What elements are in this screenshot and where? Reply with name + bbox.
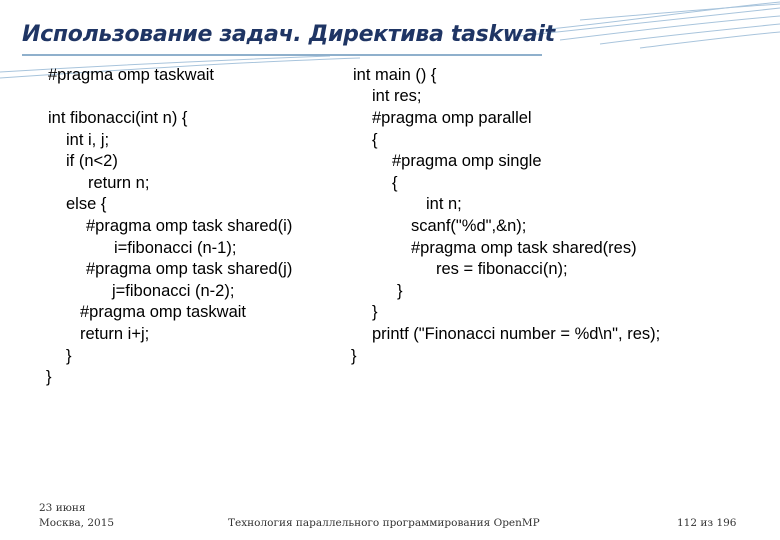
code-line: printf ("Finonacci number = %d\n", res); <box>372 325 661 343</box>
code-line: #pragma omp task shared(j) <box>86 260 293 278</box>
code-line: return n; <box>88 174 150 192</box>
code-line: #pragma omp task shared(i) <box>86 217 293 235</box>
code-line: #pragma omp single <box>392 152 542 170</box>
code-line: j=fibonacci (n-2); <box>112 282 235 300</box>
code-line: int res; <box>372 87 422 105</box>
code-line: #pragma omp task shared(res) <box>411 239 637 257</box>
code-line: scanf("%d",&n); <box>411 217 527 235</box>
code-line: #pragma omp parallel <box>372 109 532 127</box>
code-line: res = fibonacci(n); <box>436 260 568 278</box>
code-line: { <box>372 131 378 149</box>
code-line: } <box>46 368 52 386</box>
code-line: int main () { <box>353 66 437 84</box>
code-line: } <box>66 347 72 365</box>
code-line: { <box>392 174 398 192</box>
code-line: else { <box>66 195 107 213</box>
code-line: int i, j; <box>66 131 110 149</box>
footer-location: Москва, 2015 <box>39 517 115 529</box>
title-underline <box>22 54 542 56</box>
code-line: int n; <box>426 195 462 213</box>
code-line: int fibonacci(int n) { <box>48 109 188 127</box>
code-line: #pragma omp taskwait <box>48 66 214 84</box>
footer-course-title: Технология параллельного программирования OpenMP <box>228 517 540 529</box>
code-line: } <box>397 282 403 300</box>
footer-page-number: 112 из 196 <box>677 517 737 529</box>
code-line: } <box>372 303 378 321</box>
code-line: i=fibonacci (n-1); <box>114 239 237 257</box>
footer-date: 23 июня <box>39 502 86 514</box>
code-line: } <box>351 347 357 365</box>
slide-title: Использование задач. Директива taskwait <box>22 22 555 47</box>
code-line: return i+j; <box>80 325 150 343</box>
code-line: #pragma omp taskwait <box>80 303 246 321</box>
code-line: if (n<2) <box>66 152 118 170</box>
